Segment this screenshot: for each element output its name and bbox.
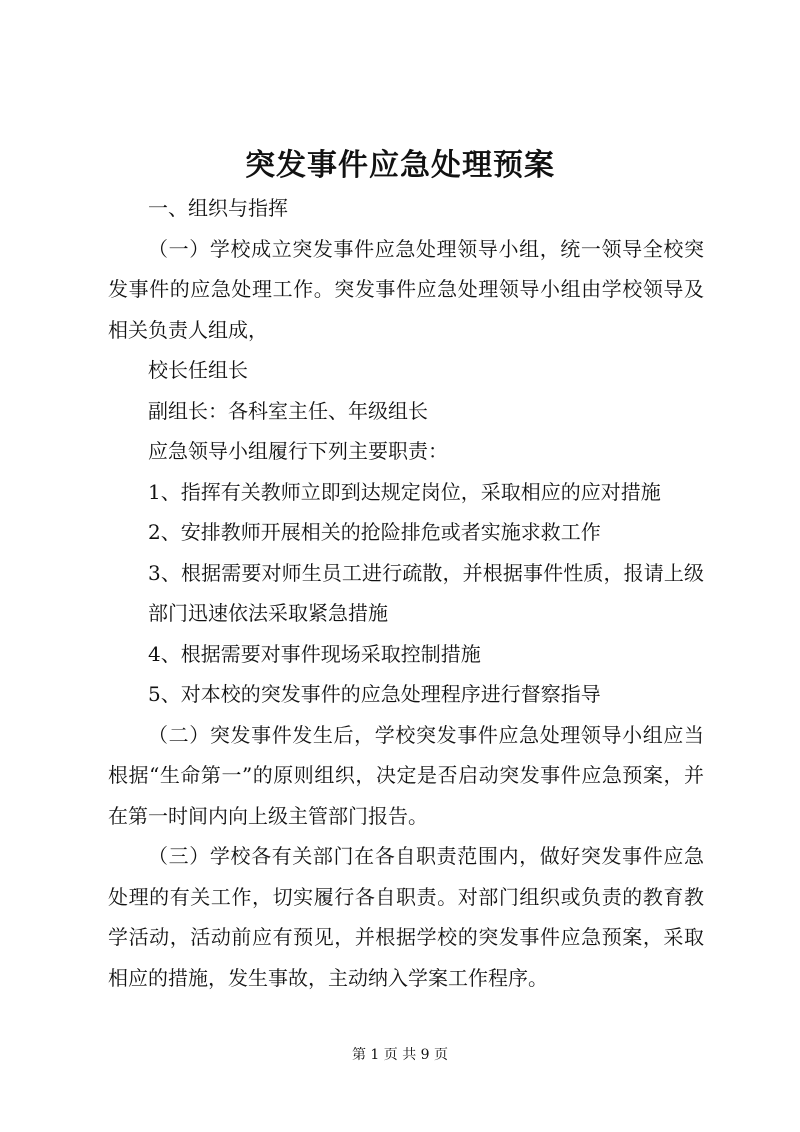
list-item: 3、根据需要对师生员工进行疏散，并根据事件性质，报请上级部门迅速依法采取紧急措施	[148, 560, 704, 625]
paragraph: 校长任组长	[148, 358, 248, 382]
paragraph: （二）突发事件发生后，学校突发事件应急处理领导小组应当根据“生命第一”的原则组织，决定是否启动突发事件应急预案，并在第一时间内向上级主管部门报告。	[108, 722, 704, 828]
list-item: 1、指挥有关教师立即到达规定岗位，采取相应的应对措施	[148, 479, 661, 504]
list-item: 2、安排教师开展相关的抢险排危或者实施求救工作	[148, 520, 601, 544]
section-heading: 一、组织与指挥	[148, 196, 288, 220]
document-title: 突发事件应急处理预案	[245, 148, 555, 183]
document-body	[108, 188, 704, 998]
list-item: 5、对本校的突发事件的应急处理程序进行督察指导	[148, 682, 601, 706]
paragraph: （三）学校各有关部门在各自职责范围内，做好突发事件应急处理的有关工作，切实履行各自职责。对部门组织或负责的教育教学活动，活动前应有预见，并根据学校的突发事件应急预案，采取相应的措施，发生事故，主动纳入学案工作程序。	[108, 844, 704, 990]
paragraph: 副组长：各科室主任、年级组长	[148, 398, 428, 423]
page-footer: 第 1 页 共 9 页	[351, 1047, 449, 1063]
paragraph: 应急领导小组履行下列主要职责：	[148, 439, 448, 463]
paragraph: （一）学校成立突发事件应急处理领导小组，统一领导全校突发事件的应急处理工作。突发事件应急处理领导小组由学校领导及相关负责人组成，	[108, 236, 704, 342]
list-item: 4、根据需要对事件现场采取控制措施	[148, 641, 481, 666]
